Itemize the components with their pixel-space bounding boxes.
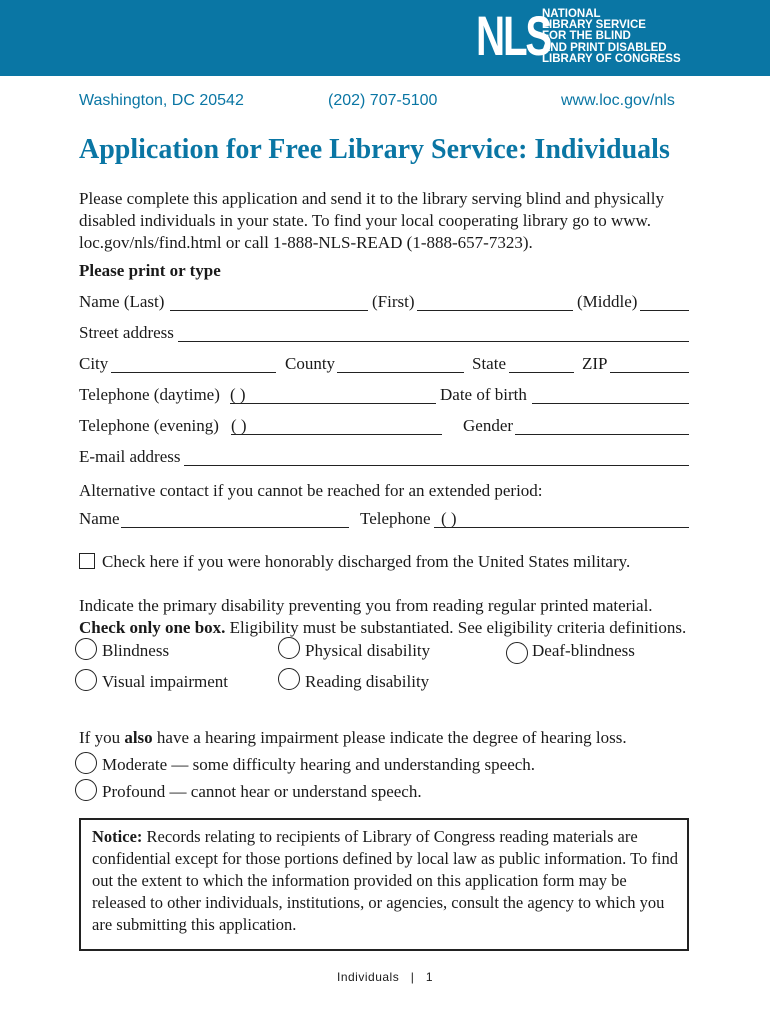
military-checkbox[interactable]	[79, 553, 95, 569]
page-footer: Individuals | 1	[337, 970, 433, 984]
notice-body: Records relating to recipients of Library of Congress reading materials are confidential except for those portions defined by local law as public information. To find out the extent to which the information provided on this application form may be released to other individuals, institutions, or agencies, consult the agency to which you are submitting this application.	[92, 827, 678, 934]
gender-field[interactable]	[515, 434, 689, 435]
hearing-prompt	[79, 728, 627, 748]
tel-day-field[interactable]	[230, 403, 436, 404]
name-middle-field[interactable]	[640, 310, 689, 311]
profound-hearing-radio[interactable]	[75, 779, 97, 801]
zip-label: ZIP	[582, 354, 608, 373]
state-field[interactable]	[509, 372, 574, 373]
moderate-hearing-label: Moderate — some difficulty hearing and understanding speech.	[102, 755, 536, 774]
street-field[interactable]	[178, 341, 689, 342]
nls-logo: NLS	[476, 4, 551, 67]
logo-line: LIBRARY SERVICE	[542, 19, 646, 32]
name-last-label: Name (Last)	[79, 292, 165, 311]
logo-line: FOR THE BLIND	[542, 30, 631, 43]
tel-evening-field[interactable]	[231, 434, 442, 435]
hearing-prompt-also: also	[124, 728, 153, 747]
check-only-one-label: Check only one box.	[79, 618, 226, 637]
notice-label: Notice:	[92, 827, 143, 846]
name-first-field[interactable]	[417, 310, 573, 311]
reading-disability-label: Reading disability	[305, 672, 430, 691]
dob-field[interactable]	[532, 403, 689, 404]
alt-contact-prompt: Alternative contact if you cannot be reached for an extended period:	[79, 481, 543, 500]
tel-evening-label: Telephone (evening)	[79, 416, 219, 435]
logo-line: LIBRARY OF CONGRESS	[542, 52, 681, 65]
tel-evening-area-code: ( )	[231, 416, 247, 435]
header-bar	[0, 0, 770, 76]
physical-disability-radio[interactable]	[278, 637, 300, 659]
reading-disability-radio[interactable]	[278, 668, 300, 690]
contact-website[interactable]: www.loc.gov/nls	[561, 92, 675, 109]
name-last-field[interactable]	[170, 310, 368, 311]
street-label: Street address	[79, 323, 174, 342]
city-label: City	[79, 354, 109, 373]
visual-impairment-label: Visual impairment	[102, 672, 228, 691]
hearing-prompt-prefix: If you	[79, 728, 125, 747]
alt-telephone-area-code: ( )	[441, 509, 457, 528]
alt-telephone-label: Telephone	[360, 509, 431, 528]
print-instruction: Please print or type	[79, 261, 221, 280]
deaf-blindness-radio[interactable]	[506, 642, 528, 664]
contact-address: Washington, DC 20542	[79, 92, 244, 109]
state-label: State	[472, 354, 506, 373]
county-label: County	[285, 354, 336, 373]
moderate-hearing-radio[interactable]	[75, 752, 97, 774]
disability-instructions	[79, 618, 686, 638]
blindness-label: Blindness	[102, 641, 170, 660]
alt-name-label: Name	[79, 509, 120, 528]
county-field[interactable]	[337, 372, 464, 373]
zip-field[interactable]	[610, 372, 689, 373]
city-field[interactable]	[111, 372, 276, 373]
page-title: Application for Free Library Service: Individuals	[79, 134, 670, 165]
gender-label: Gender	[463, 416, 514, 435]
blindness-radio[interactable]	[75, 638, 97, 660]
eligibility-note: Eligibility must be substantiated. See eligibility criteria definitions.	[225, 618, 687, 637]
hearing-prompt-suffix: have a hearing impairment please indicate the degree of hearing loss.	[152, 728, 627, 747]
name-first-label: (First)	[372, 292, 415, 311]
tel-day-label: Telephone (daytime)	[79, 385, 220, 404]
deaf-blindness-label: Deaf-blindness	[532, 641, 635, 660]
dob-label: Date of birth	[440, 385, 527, 404]
tel-day-area-code: ( )	[230, 385, 246, 404]
disability-prompt: Indicate the primary disability preventing you from reading regular printed material.	[79, 596, 653, 615]
alt-name-field[interactable]	[121, 527, 349, 528]
physical-disability-label: Physical disability	[305, 641, 431, 660]
nls-logo-text	[542, 9, 681, 65]
name-middle-label: (Middle)	[577, 292, 638, 311]
email-field[interactable]	[184, 465, 689, 466]
logo-line: AND PRINT DISABLED	[542, 41, 667, 54]
alt-telephone-field[interactable]	[434, 527, 689, 528]
notice-text	[92, 826, 682, 936]
military-checkbox-label: Check here if you were honorably discharged from the United States military.	[102, 552, 631, 571]
email-label: E-mail address	[79, 447, 181, 466]
contact-phone: (202) 707-5100	[328, 92, 438, 109]
visual-impairment-radio[interactable]	[75, 669, 97, 691]
profound-hearing-label: Profound — cannot hear or understand speech.	[102, 782, 422, 801]
intro-paragraph: Please complete this application and send it to the library serving blind and physically disabled individuals in your state. To find your local cooperating library go to www. loc.gov/nls/find.html or call 1-888-NLS-READ (1-888-657-7323).	[79, 189, 664, 252]
logo-line: NATIONAL	[542, 8, 601, 20]
